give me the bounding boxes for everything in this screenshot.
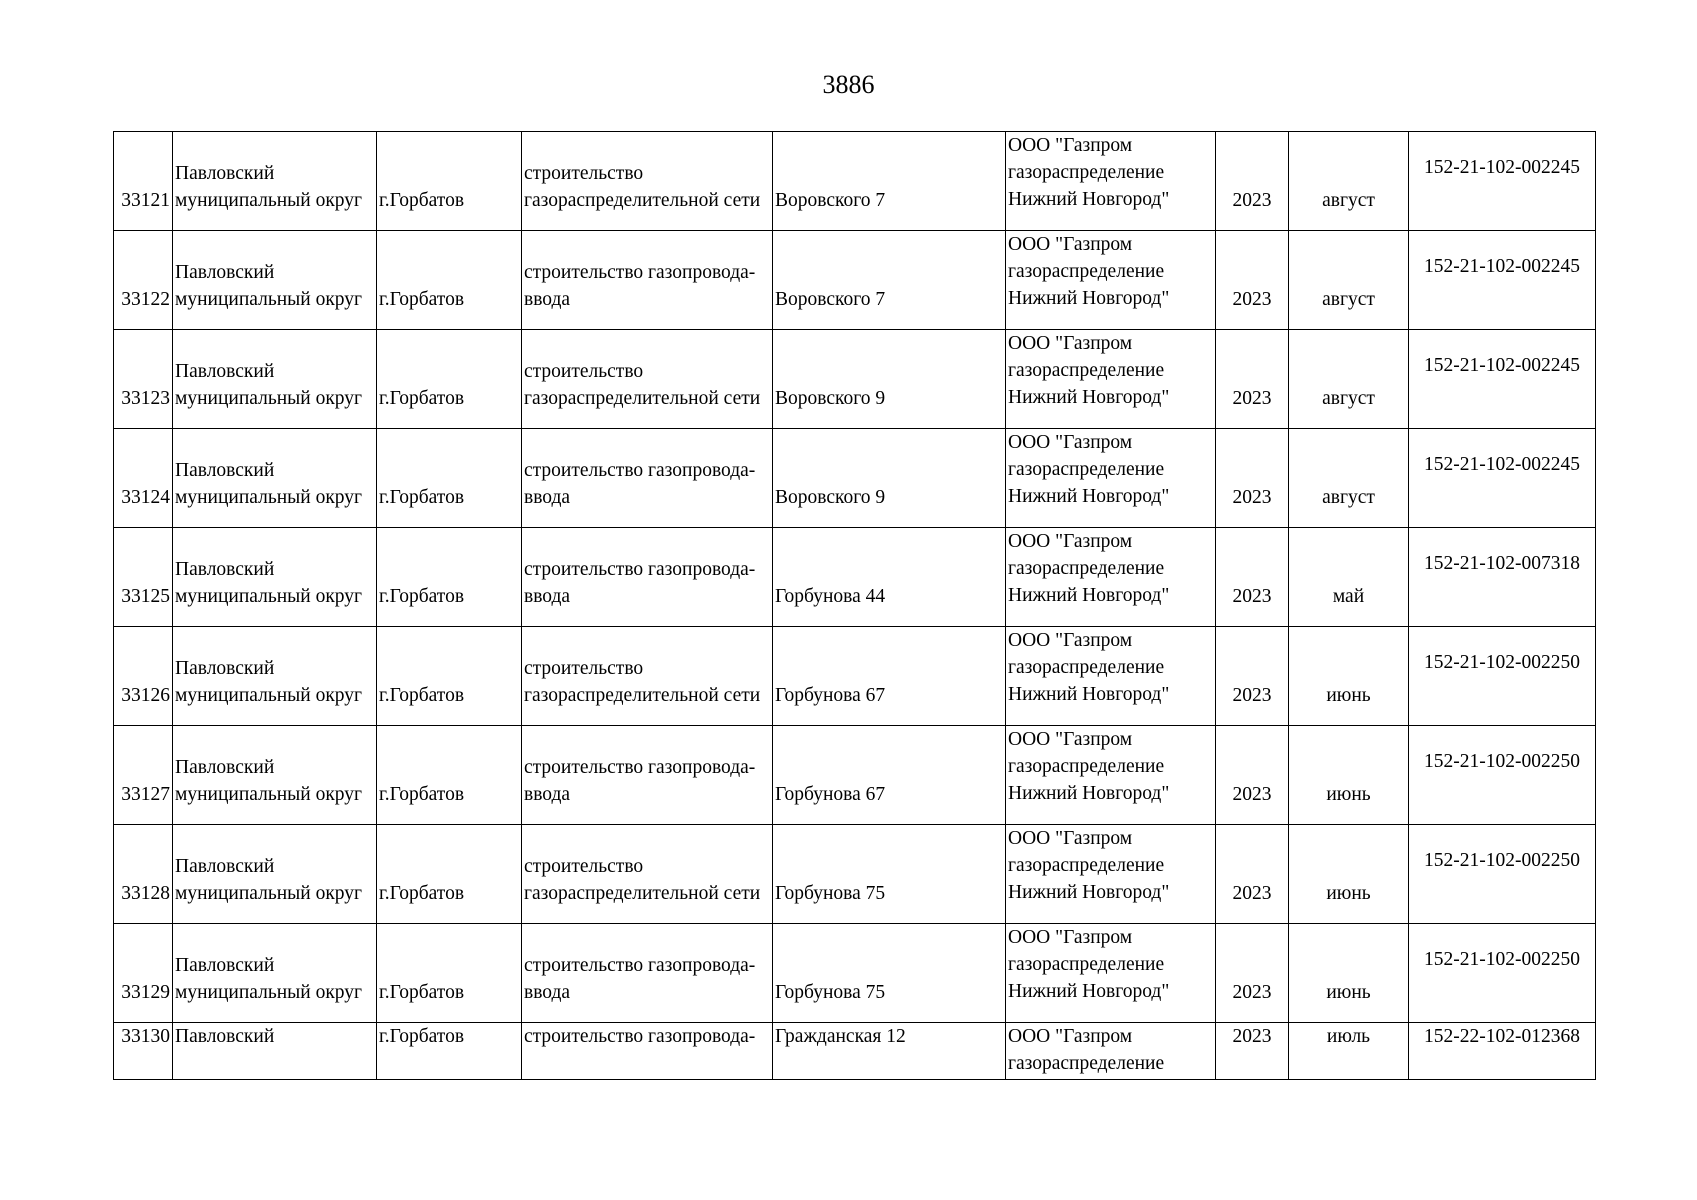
organization-cell-line: Нижний Новгород" — [1008, 486, 1170, 507]
month-cell-text: июнь — [1326, 685, 1371, 706]
code-cell — [1409, 231, 1596, 330]
year-cell — [1216, 1023, 1289, 1080]
row-number-cell-text: 33124 — [121, 487, 170, 508]
work-type-cell — [522, 528, 773, 627]
organization-cell — [1006, 924, 1216, 1023]
code-cell-text: 152-21-102-002245 — [1424, 355, 1580, 376]
organization-cell-line: газораспределение — [1008, 1053, 1165, 1074]
region-cell — [173, 627, 377, 726]
month-cell — [1289, 429, 1409, 528]
code-cell — [1409, 726, 1596, 825]
year-cell-text: 2023 — [1232, 883, 1272, 904]
region-cell — [173, 825, 377, 924]
organization-cell-line: газораспределение — [1008, 558, 1165, 579]
region-cell — [173, 132, 377, 231]
city-cell — [377, 1023, 522, 1080]
code-cell — [1409, 330, 1596, 429]
work-type-cell-line: ввода — [524, 784, 571, 805]
year-cell-text: 2023 — [1232, 586, 1272, 607]
row-number-cell — [114, 627, 173, 726]
code-cell — [1409, 132, 1596, 231]
city-cell-text: г.Горбатов — [379, 586, 465, 607]
code-cell — [1409, 528, 1596, 627]
code-cell — [1409, 924, 1596, 1023]
code-cell — [1409, 429, 1596, 528]
organization-cell-line: ООО "Газпром — [1008, 630, 1133, 651]
region-cell-line: Павловский — [175, 1026, 275, 1047]
table-row — [114, 231, 1596, 330]
region-cell — [173, 528, 377, 627]
region-cell — [173, 924, 377, 1023]
organization-cell-line: ООО "Газпром — [1008, 234, 1133, 255]
region-cell-line: муниципальный округ — [175, 388, 363, 409]
organization-cell-line: газораспределение — [1008, 360, 1165, 381]
code-cell-text: 152-21-102-002245 — [1424, 157, 1580, 178]
year-cell-text: 2023 — [1232, 190, 1272, 211]
year-cell — [1216, 726, 1289, 825]
city-cell-text: г.Горбатов — [379, 1026, 465, 1047]
city-cell-text: г.Горбатов — [379, 388, 465, 409]
year-cell — [1216, 429, 1289, 528]
month-cell-text: август — [1322, 289, 1375, 310]
organization-cell — [1006, 627, 1216, 726]
row-number-cell-text: 33121 — [121, 190, 170, 211]
row-number-cell-text: 33128 — [121, 883, 170, 904]
month-cell — [1289, 627, 1409, 726]
year-cell-text: 2023 — [1232, 784, 1272, 805]
code-cell-text: 152-22-102-012368 — [1424, 1026, 1580, 1047]
city-cell — [377, 330, 522, 429]
organization-cell-line: ООО "Газпром — [1008, 828, 1133, 849]
region-cell-line: муниципальный округ — [175, 586, 363, 607]
address-cell — [773, 825, 1006, 924]
month-cell-text: июнь — [1326, 982, 1371, 1003]
region-cell-line: Павловский — [175, 955, 275, 976]
year-cell — [1216, 231, 1289, 330]
row-number-cell-text: 33127 — [121, 784, 170, 805]
month-cell — [1289, 528, 1409, 627]
city-cell — [377, 132, 522, 231]
work-type-cell — [522, 429, 773, 528]
month-cell — [1289, 132, 1409, 231]
code-cell-text: 152-21-102-007318 — [1424, 553, 1580, 574]
work-type-cell-line: строительство — [524, 658, 644, 679]
organization-cell-line: газораспределение — [1008, 855, 1165, 876]
table-row — [114, 429, 1596, 528]
organization-cell-line: ООО "Газпром — [1008, 135, 1133, 156]
table-body — [114, 132, 1596, 1080]
work-type-cell-line: строительство газопровода- — [524, 262, 756, 283]
organization-cell-line: ООО "Газпром — [1008, 1026, 1133, 1047]
code-cell — [1409, 1023, 1596, 1080]
region-cell — [173, 1023, 377, 1080]
table-row — [114, 1023, 1596, 1080]
region-cell-line: муниципальный округ — [175, 883, 363, 904]
row-number-cell — [114, 528, 173, 627]
region-cell — [173, 429, 377, 528]
year-cell-text: 2023 — [1232, 388, 1272, 409]
year-cell-text: 2023 — [1232, 289, 1272, 310]
year-cell — [1216, 132, 1289, 231]
city-cell-text: г.Горбатов — [379, 784, 465, 805]
city-cell — [377, 825, 522, 924]
city-cell — [377, 924, 522, 1023]
region-cell-line: Павловский — [175, 559, 275, 580]
work-type-cell-line: строительство — [524, 163, 644, 184]
row-number-cell — [114, 231, 173, 330]
organization-cell-line: ООО "Газпром — [1008, 432, 1133, 453]
region-cell-line: Павловский — [175, 757, 275, 778]
code-cell — [1409, 627, 1596, 726]
work-type-cell — [522, 627, 773, 726]
region-cell-line: муниципальный округ — [175, 784, 363, 805]
work-type-cell — [522, 231, 773, 330]
row-number-cell-text: 33122 — [121, 289, 170, 310]
work-type-cell-line: ввода — [524, 289, 571, 310]
row-number-cell-text: 33129 — [121, 982, 170, 1003]
organization-cell-line: Нижний Новгород" — [1008, 585, 1170, 606]
address-cell — [773, 330, 1006, 429]
city-cell — [377, 231, 522, 330]
address-cell — [773, 924, 1006, 1023]
code-cell — [1409, 825, 1596, 924]
address-cell — [773, 132, 1006, 231]
address-cell — [773, 627, 1006, 726]
month-cell-text: июнь — [1326, 883, 1371, 904]
table-row — [114, 627, 1596, 726]
city-cell-text: г.Горбатов — [379, 289, 465, 310]
table-row — [114, 726, 1596, 825]
gasification-registry-table — [113, 131, 1596, 1080]
row-number-cell — [114, 924, 173, 1023]
work-type-cell-line: строительство газопровода- — [524, 460, 756, 481]
work-type-cell-line: строительство — [524, 361, 644, 382]
organization-cell-line: ООО "Газпром — [1008, 531, 1133, 552]
address-cell-text: Гражданская 12 — [775, 1026, 906, 1047]
address-cell-text: Воровского 9 — [775, 487, 886, 508]
organization-cell-line: газораспределение — [1008, 756, 1165, 777]
address-cell — [773, 231, 1006, 330]
year-cell-text: 2023 — [1232, 982, 1272, 1003]
organization-cell-line: Нижний Новгород" — [1008, 882, 1170, 903]
month-cell-text: август — [1322, 190, 1375, 211]
region-cell — [173, 231, 377, 330]
month-cell — [1289, 231, 1409, 330]
organization-cell — [1006, 825, 1216, 924]
address-cell-text: Горбунова 75 — [775, 982, 886, 1003]
code-cell-text: 152-21-102-002250 — [1424, 652, 1580, 673]
work-type-cell-line: газораспределительной сети — [524, 685, 761, 706]
city-cell — [377, 429, 522, 528]
region-cell — [173, 726, 377, 825]
year-cell — [1216, 528, 1289, 627]
region-cell-line: муниципальный округ — [175, 289, 363, 310]
work-type-cell-line: ввода — [524, 586, 571, 607]
region-cell-line: муниципальный округ — [175, 190, 363, 211]
organization-cell-line: ООО "Газпром — [1008, 729, 1133, 750]
page-number: 3886 — [822, 70, 875, 99]
organization-cell — [1006, 132, 1216, 231]
code-cell-text: 152-21-102-002245 — [1424, 454, 1580, 475]
address-cell — [773, 429, 1006, 528]
month-cell — [1289, 924, 1409, 1023]
work-type-cell — [522, 924, 773, 1023]
work-type-cell — [522, 330, 773, 429]
region-cell-line: Павловский — [175, 262, 275, 283]
address-cell-text: Горбунова 44 — [775, 586, 886, 607]
work-type-cell-line: строительство газопровода- — [524, 559, 756, 580]
organization-cell-line: Нижний Новгород" — [1008, 288, 1170, 309]
code-cell-text: 152-21-102-002250 — [1424, 751, 1580, 772]
region-cell-line: Павловский — [175, 460, 275, 481]
address-cell — [773, 726, 1006, 825]
month-cell-text: июль — [1326, 1026, 1371, 1047]
city-cell-text: г.Горбатов — [379, 982, 465, 1003]
organization-cell — [1006, 726, 1216, 825]
city-cell-text: г.Горбатов — [379, 685, 465, 706]
table-row — [114, 330, 1596, 429]
address-cell-text: Горбунова 67 — [775, 784, 886, 805]
code-cell-text: 152-21-102-002250 — [1424, 949, 1580, 970]
table-row — [114, 825, 1596, 924]
work-type-cell — [522, 1023, 773, 1080]
organization-cell-line: Нижний Новгород" — [1008, 189, 1170, 210]
work-type-cell-line: газораспределительной сети — [524, 883, 761, 904]
month-cell — [1289, 825, 1409, 924]
row-number-cell — [114, 429, 173, 528]
year-cell — [1216, 924, 1289, 1023]
work-type-cell — [522, 132, 773, 231]
row-number-cell — [114, 330, 173, 429]
organization-cell-line: газораспределение — [1008, 459, 1165, 480]
region-cell-line: Павловский — [175, 361, 275, 382]
code-cell-text: 152-21-102-002245 — [1424, 256, 1580, 277]
city-cell — [377, 726, 522, 825]
organization-cell-line: ООО "Газпром — [1008, 927, 1133, 948]
region-cell-line: муниципальный округ — [175, 982, 363, 1003]
organization-cell — [1006, 429, 1216, 528]
organization-cell-line: газораспределение — [1008, 162, 1165, 183]
city-cell — [377, 627, 522, 726]
address-cell — [773, 1023, 1006, 1080]
region-cell — [173, 330, 377, 429]
row-number-cell-text: 33125 — [121, 586, 170, 607]
organization-cell — [1006, 330, 1216, 429]
year-cell — [1216, 825, 1289, 924]
organization-cell — [1006, 1023, 1216, 1080]
region-cell-line: Павловский — [175, 163, 275, 184]
row-number-cell — [114, 825, 173, 924]
address-cell-text: Воровского 7 — [775, 190, 886, 211]
month-cell — [1289, 330, 1409, 429]
address-cell-text: Воровского 9 — [775, 388, 886, 409]
row-number-cell-text: 33126 — [121, 685, 170, 706]
month-cell-text: август — [1322, 388, 1375, 409]
month-cell — [1289, 1023, 1409, 1080]
month-cell-text: август — [1322, 487, 1375, 508]
work-type-cell-line: газораспределительной сети — [524, 190, 761, 211]
month-cell — [1289, 726, 1409, 825]
work-type-cell — [522, 726, 773, 825]
region-cell-line: Павловский — [175, 658, 275, 679]
organization-cell-line: Нижний Новгород" — [1008, 981, 1170, 1002]
organization-cell — [1006, 231, 1216, 330]
work-type-cell — [522, 825, 773, 924]
work-type-cell-line: строительство газопровода- — [524, 955, 756, 976]
row-number-cell-text: 33130 — [121, 1026, 170, 1047]
organization-cell-line: газораспределение — [1008, 657, 1165, 678]
city-cell — [377, 528, 522, 627]
organization-cell-line: газораспределение — [1008, 261, 1165, 282]
region-cell-line: Павловский — [175, 856, 275, 877]
region-cell-line: муниципальный округ — [175, 487, 363, 508]
year-cell — [1216, 627, 1289, 726]
work-type-cell-line: ввода — [524, 487, 571, 508]
work-type-cell-line: строительство газопровода- — [524, 757, 756, 778]
year-cell — [1216, 330, 1289, 429]
month-cell-text: май — [1332, 586, 1365, 607]
organization-cell-line: Нижний Новгород" — [1008, 387, 1170, 408]
work-type-cell-line: строительство газопровода- — [524, 1026, 756, 1047]
work-type-cell-line: строительство — [524, 856, 644, 877]
row-number-cell-text: 33123 — [121, 388, 170, 409]
year-cell-text: 2023 — [1232, 685, 1272, 706]
organization-cell-line: Нижний Новгород" — [1008, 684, 1170, 705]
table-row — [114, 924, 1596, 1023]
code-cell-text: 152-21-102-002250 — [1424, 850, 1580, 871]
region-cell-line: муниципальный округ — [175, 685, 363, 706]
organization-cell-line: Нижний Новгород" — [1008, 783, 1170, 804]
organization-cell — [1006, 528, 1216, 627]
organization-cell-line: газораспределение — [1008, 954, 1165, 975]
row-number-cell — [114, 1023, 173, 1080]
city-cell-text: г.Горбатов — [379, 487, 465, 508]
city-cell-text: г.Горбатов — [379, 883, 465, 904]
address-cell-text: Горбунова 67 — [775, 685, 886, 706]
work-type-cell-line: ввода — [524, 982, 571, 1003]
table-row — [114, 528, 1596, 627]
month-cell-text: июнь — [1326, 784, 1371, 805]
row-number-cell — [114, 132, 173, 231]
year-cell-text: 2023 — [1232, 1026, 1272, 1047]
city-cell-text: г.Горбатов — [379, 190, 465, 211]
address-cell — [773, 528, 1006, 627]
work-type-cell-line: газораспределительной сети — [524, 388, 761, 409]
organization-cell-line: ООО "Газпром — [1008, 333, 1133, 354]
address-cell-text: Воровского 7 — [775, 289, 886, 310]
table-row — [114, 132, 1596, 231]
address-cell-text: Горбунова 75 — [775, 883, 886, 904]
year-cell-text: 2023 — [1232, 487, 1272, 508]
row-number-cell — [114, 726, 173, 825]
